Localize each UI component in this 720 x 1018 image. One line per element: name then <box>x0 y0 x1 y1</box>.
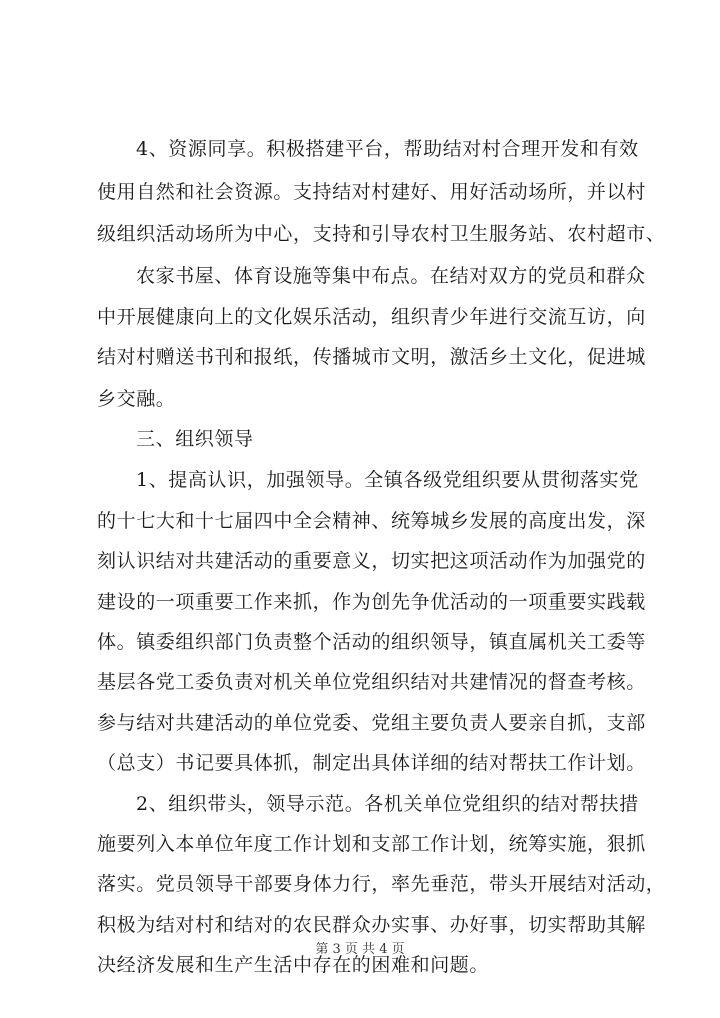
text-line: 级组织活动场所为中心，支持和引导农村卫生服务站、农村超市、 <box>97 223 666 245</box>
text-line: 2、组织带头，领导示范。各机关单位党组织的结对帮扶措 <box>136 793 639 815</box>
text-line: 基层各党工委负责对机关单位党组织结对共建情况的督查考核。 <box>97 671 646 693</box>
text-line: 乡交融。 <box>97 388 176 410</box>
text-line: 使用自然和社会资源。支持结对村建好、用好活动场所，并以村 <box>97 181 646 203</box>
page-footer: 第 3 页 共 4 页 <box>315 942 405 957</box>
text-line: 刻认识结对共建活动的重要意义，切实把这项活动作为加强党的 <box>97 550 646 572</box>
text-line: 1、提高认识，加强领导。全镇各级党组织要从贯彻落实党 <box>136 469 639 491</box>
section-heading: 三、组织领导 <box>136 428 254 450</box>
text-line: 施要列入本单位年度工作计划和支部工作计划，统筹实施，狠抓 <box>97 833 646 855</box>
text-line: 农家书屋、体育设施等集中布点。在结对双方的党员和群众 <box>136 265 646 287</box>
text-line: 积极为结对村和结对的农民群众办实事、办好事，切实帮助其解 <box>97 914 646 936</box>
text-line: 参与结对共建活动的单位党委、党组主要负责人要亲自抓，支部 <box>97 712 646 734</box>
text-line: 的十七大和十七届四中全会精神、统筹城乡发展的高度出发，深 <box>97 510 646 532</box>
text-line: 4、资源同享。积极搭建平台，帮助结对村合理开发和有效 <box>136 138 639 160</box>
text-line: 建设的一项重要工作来抓，作为创先争优活动的一项重要实践载 <box>97 591 646 613</box>
text-line: （总支）书记要具体抓，制定出具体详细的结对帮扶工作计划。 <box>97 752 646 774</box>
text-line: 落实。党员领导干部要身体力行，率先垂范，带头开展结对活动， <box>97 873 666 895</box>
text-line: 中开展健康向上的文化娱乐活动，组织青少年进行交流互访，向 <box>97 306 646 328</box>
text-line: 体。镇委组织部门负责整个活动的组织领导，镇直属机关工委等 <box>97 631 646 653</box>
text-line: 结对村赠送书刊和报纸，传播城市文明，激活乡土文化，促进城 <box>97 346 646 368</box>
text-line: 决经济发展和生产生活中存在的困难和问题。 <box>97 954 490 976</box>
